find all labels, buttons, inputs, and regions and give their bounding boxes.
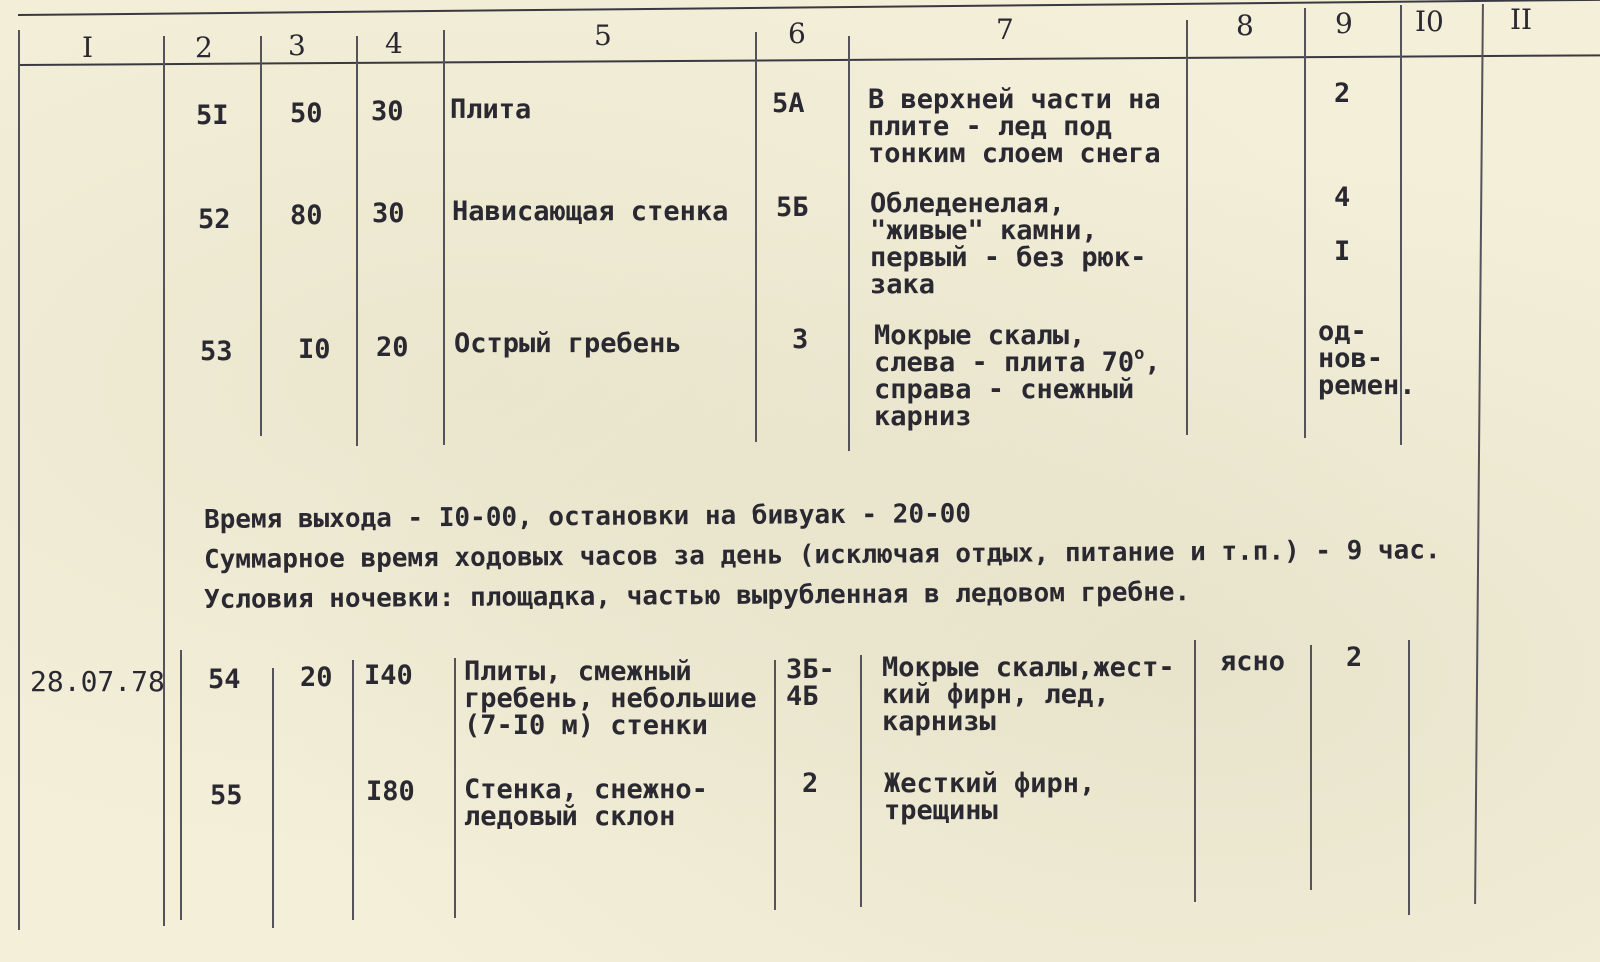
header-col-7: 7 (996, 13, 1014, 46)
header-col-3: 3 (288, 29, 306, 62)
col-divider-b2 (272, 668, 274, 928)
row55-c5: Стенка, снежно- ледовый склон (464, 774, 708, 832)
col-divider-3 (356, 36, 358, 446)
row53-c4: 20 (376, 332, 409, 363)
row52-c2: 52 (198, 204, 231, 235)
row53-c7-line2-end: , (1144, 347, 1161, 378)
row52-c5: Нависающая стенка (452, 196, 729, 227)
header-col-10: I0 (1415, 5, 1444, 38)
col-divider-7 (1186, 20, 1188, 435)
row52-c9: 4 I (1334, 182, 1351, 267)
row55-c6: 2 (802, 768, 819, 799)
col-divider-b7 (1194, 640, 1196, 902)
summary-line-1: Время выхода - I0-00, остановки на бивуак - 20-00 (203, 498, 972, 535)
col-divider-10 (1474, 4, 1484, 904)
summary-line-3: Условия ночевки: площадка, частью вырубленная в ледовом гребне. (203, 577, 1191, 615)
row52-c4: 30 (372, 198, 405, 229)
col-divider-b1 (180, 650, 182, 920)
header-col-11: II (1510, 3, 1533, 36)
row53-c6: 3 (792, 324, 809, 355)
header-col-8: 8 (1236, 9, 1254, 42)
row52-c3: 80 (290, 200, 323, 231)
col-divider-b6 (860, 655, 862, 907)
row51-c6: 5А (772, 88, 805, 119)
row54-c4: I40 (364, 660, 413, 691)
row52-c6: 5Б (776, 192, 809, 223)
row54-c8: ясно (1220, 646, 1286, 677)
row51-c4: 30 (371, 96, 404, 127)
col-divider-5 (755, 32, 757, 442)
row53-c7-rest: справа - снежный карниз (874, 374, 1135, 432)
degree-mark: о (1134, 344, 1145, 364)
header-rule (18, 54, 1600, 66)
header-col-5: 5 (594, 19, 612, 52)
row54-date: 28.07.78 (30, 665, 165, 698)
row51-c5: Плита (450, 94, 532, 125)
row52-c7: Обледенелая, "живые" камни, первый - без рюк- зака (870, 188, 1147, 300)
col-divider-b5 (774, 660, 776, 910)
row54-c7: Мокрые скалы,жест- кий фирн, лед, карнизы (882, 652, 1175, 737)
row55-c4: I80 (366, 776, 415, 807)
col-divider-b3 (352, 660, 354, 920)
col-divider-b8 (1310, 645, 1312, 890)
row53-c5: Острый гребень (454, 328, 682, 359)
header-col-9: 9 (1335, 7, 1353, 40)
col-divider-8 (1304, 8, 1306, 438)
row51-c9: 2 (1334, 78, 1351, 109)
col-divider-6 (848, 36, 850, 451)
row55-c2: 55 (210, 780, 243, 811)
row53-c3: I0 (298, 334, 331, 365)
top-rule (18, 0, 1600, 16)
row53-c7-line2: слева - плита 70 (874, 347, 1135, 378)
col-divider-2 (260, 36, 262, 436)
row54-c2: 54 (208, 664, 241, 695)
row51-c2: 5I (196, 100, 229, 131)
row54-c9: 2 (1346, 642, 1363, 673)
header-col-2: 2 (195, 31, 213, 64)
row54-c3: 20 (300, 662, 333, 693)
row53-c7 (874, 322, 1161, 430)
col-divider-1 (163, 36, 165, 926)
col-divider-4 (443, 30, 445, 445)
left-border (18, 30, 20, 930)
row53-c9: од- нов- ремен. (1318, 316, 1416, 401)
row54-c6: 3Б- 4Б (786, 654, 835, 712)
row54-c5: Плиты, смежный гребень, небольшие (7-I0 м) стенки (464, 656, 757, 741)
header-col-1: I (82, 31, 94, 64)
col-divider-b9 (1408, 640, 1410, 915)
col-divider-b4 (454, 658, 456, 918)
row53-c7-line1: Мокрые скалы, (874, 320, 1086, 351)
header-col-4: 4 (385, 27, 403, 60)
summary-line-2: Суммарное время ходовых часов за день (исключая отдых, питание и т.п.) - 9 час. (203, 535, 1441, 575)
row55-c7: Жесткий фирн, трещины (884, 768, 1096, 826)
row51-c7: В верхней части на плите - лед под тонким слоем снега (868, 84, 1161, 169)
row53-c2: 53 (200, 336, 233, 367)
header-col-6: 6 (788, 17, 806, 50)
row51-c3: 50 (290, 98, 323, 129)
